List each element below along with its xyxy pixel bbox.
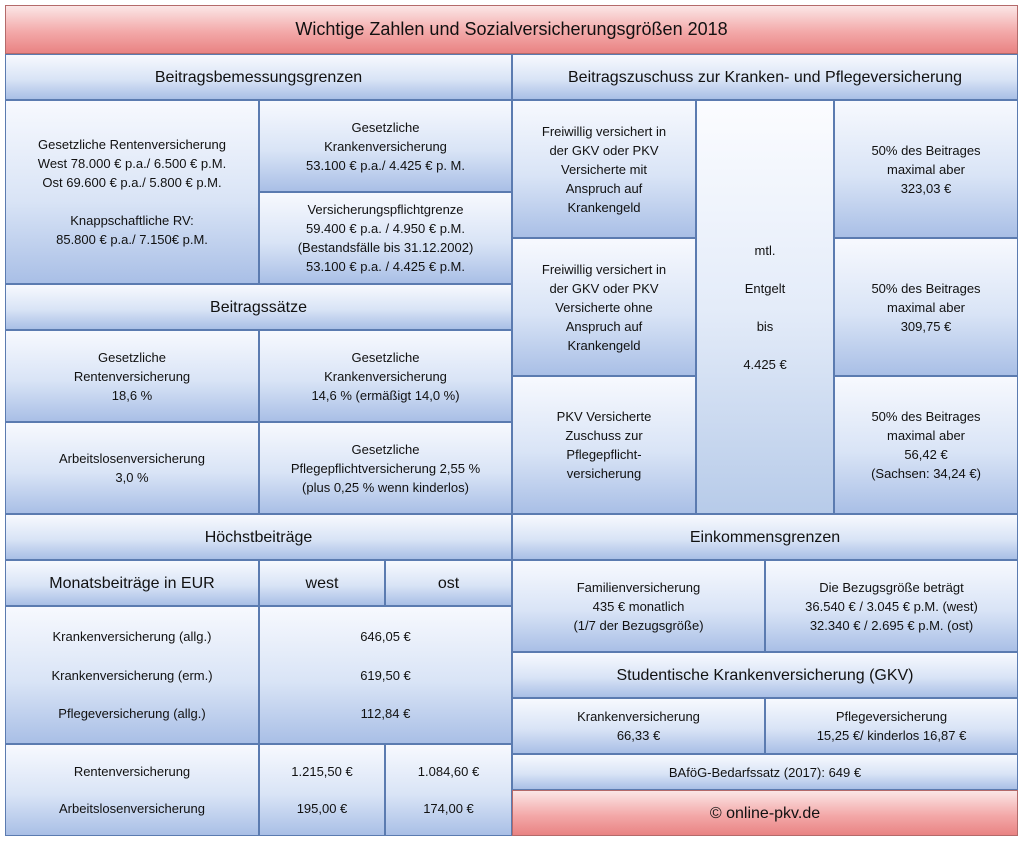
hoechst-col-west-text: west — [305, 574, 339, 592]
bbg-rv-cell — [5, 100, 259, 284]
zuschuss-text: 50% des Beitrages — [871, 142, 981, 158]
hoechst-split-ost — [385, 744, 512, 836]
hoechst-common-values — [259, 606, 512, 744]
zuschuss-text: (Sachsen: 34,24 €) — [871, 466, 981, 481]
zuschuss-heading-text: Beitragszuschuss zur Kranken- und Pflegeversicherung — [568, 68, 962, 86]
einkommen-familie — [512, 560, 765, 652]
saetze-pv-cell — [259, 422, 512, 514]
bbg-knapp-value: 85.800 € p.a./ 7.150€ p.M. — [56, 232, 208, 247]
zuschuss-right-1 — [834, 100, 1018, 238]
bbg-kv-line: Krankenversicherung — [324, 138, 447, 154]
title-text: Wichtige Zahlen und Sozialversicherungsgrößen 2018 — [295, 19, 728, 39]
hoechst-split-west — [259, 744, 385, 836]
table-cell-west: 1.215,50 € — [291, 764, 353, 780]
saetze-rv-line: Rentenversicherung — [73, 368, 191, 384]
zuschuss-middle-text: bis — [756, 318, 774, 334]
hoechst-col-label — [5, 560, 259, 606]
table-row-value: 619,50 € — [360, 667, 411, 683]
bbg-kv-cell — [259, 100, 512, 192]
table-cell-ost: 174,00 € — [423, 800, 474, 816]
zuschuss-text: Versicherte mit — [561, 161, 647, 177]
zuschuss-text: Freiwillig versichert in — [541, 123, 667, 139]
zuschuss-text: der GKV oder PKV — [549, 280, 659, 296]
copyright-text: © online-pkv.de — [709, 804, 821, 822]
bafoeg-row — [512, 754, 1018, 790]
student-value: 15,25 €/ kinderlos 16,87 € — [816, 728, 967, 743]
einkommen-text: 435 € monatlich — [592, 598, 685, 614]
saetze-rv-line: Gesetzliche — [98, 349, 166, 365]
page-title — [5, 5, 1018, 54]
saetze-rv-value: 18,6 % — [111, 387, 153, 403]
zuschuss-value: 323,03 € — [900, 180, 952, 196]
saetze-kv-line: Gesetzliche — [351, 349, 420, 365]
bbg-kv-line: Gesetzliche — [351, 119, 420, 135]
zuschuss-text: PKV Versicherte — [556, 409, 652, 424]
saetze-pv-line: Pflegepflichtversicherung 2,55 % — [290, 460, 481, 476]
bbg-vpg-cell — [259, 192, 512, 284]
einkommen-heading — [512, 514, 1018, 560]
zuschuss-heading — [512, 54, 1018, 100]
student-heading-text: Studentische Krankenversicherung (GKV) — [616, 666, 914, 684]
bbg-heading-text: Beitragsbemessungsgrenzen — [154, 68, 363, 86]
zuschuss-middle — [696, 100, 834, 514]
einkommen-text: 36.540 € / 3.045 € p.M. (west) — [805, 598, 978, 614]
table-row-label: Krankenversicherung (erm.) — [51, 667, 213, 683]
copyright-footer — [512, 790, 1018, 836]
table-cell-ost: 1.084,60 € — [417, 764, 480, 780]
zuschuss-text: maximal aber — [886, 161, 966, 177]
einkommen-text: (1/7 der Bezugsgröße) — [573, 617, 704, 633]
einkommen-text: Die Bezugsgröße beträgt — [819, 579, 964, 595]
hoechst-heading-text: Höchstbeiträge — [204, 528, 313, 546]
table-row-label: Rentenversicherung — [73, 764, 191, 780]
hoechst-heading — [5, 514, 512, 560]
student-text: Krankenversicherung — [577, 709, 700, 724]
zuschuss-left-3 — [512, 376, 696, 514]
einkommen-text: Familienversicherung — [576, 579, 701, 595]
einkommen-text: 32.340 € / 2.695 € p.M. (ost) — [809, 617, 974, 633]
zuschuss-value: 56,42 € — [904, 447, 948, 462]
zuschuss-middle-text: mtl. — [754, 242, 776, 258]
bbg-vpg-line: (Bestandsfälle bis 31.12.2002) — [297, 240, 474, 255]
hoechst-col-label-text: Monatsbeiträge in EUR — [49, 574, 215, 592]
table-row-label: Pflegeversicherung (allg.) — [58, 706, 206, 722]
saetze-pv-line: Gesetzliche — [351, 441, 420, 457]
zuschuss-right-2 — [834, 238, 1018, 376]
zuschuss-text: Pflegepflicht- — [566, 447, 642, 462]
bbg-rv-west: West 78.000 € p.a./ 6.500 € p.M. — [37, 156, 227, 171]
table-row-label: Arbeitslosenversicherung — [59, 800, 205, 816]
student-heading — [512, 652, 1018, 698]
zuschuss-text: Krankengeld — [567, 337, 641, 353]
zuschuss-left-2 — [512, 238, 696, 376]
saetze-kv-value: 14,6 % (ermäßigt 14,0 %) — [311, 387, 460, 403]
saetze-pv-line: (plus 0,25 % wenn kinderlos) — [302, 479, 469, 495]
hoechst-col-ost-text: ost — [437, 574, 460, 592]
hoechst-col-ost — [385, 560, 512, 606]
zuschuss-text: Zuschuss zur — [565, 428, 643, 443]
bbg-vpg-line: 59.400 € p.a. / 4.950 € p.M. — [305, 221, 465, 236]
zuschuss-text: 50% des Beitrages — [871, 409, 981, 424]
bbg-knapp-label: Knappschaftliche RV: — [70, 213, 194, 228]
saetze-kv-cell — [259, 330, 512, 422]
zuschuss-middle-text: Entgelt — [744, 280, 786, 296]
saetze-heading-text: Beitragssätze — [210, 298, 307, 316]
saetze-kv-line: Krankenversicherung — [324, 368, 447, 384]
zuschuss-text: der GKV oder PKV — [549, 142, 659, 158]
student-kv — [512, 698, 765, 754]
zuschuss-text: maximal aber — [886, 428, 966, 443]
table-row-value: 646,05 € — [360, 628, 411, 644]
table-row-label: Krankenversicherung (allg.) — [52, 628, 212, 644]
hoechst-common-labels — [5, 606, 259, 744]
zuschuss-left-1 — [512, 100, 696, 238]
saetze-alv-line: Arbeitslosenversicherung — [59, 451, 205, 466]
einkommen-heading-text: Einkommensgrenzen — [689, 528, 841, 546]
zuschuss-text: versicherung — [566, 466, 642, 481]
bbg-heading — [5, 54, 512, 100]
zuschuss-text: Versicherte ohne — [555, 299, 653, 315]
zuschuss-text: Anspruch auf — [565, 180, 643, 196]
bbg-vpg-line: Versicherungspflichtgrenze — [307, 202, 464, 217]
einkommen-bezug — [765, 560, 1018, 652]
student-pv — [765, 698, 1018, 754]
saetze-heading — [5, 284, 512, 330]
zuschuss-text: Freiwillig versichert in — [541, 261, 667, 277]
bbg-rv-line: Gesetzliche Rentenversicherung — [38, 137, 226, 152]
bbg-vpg-line: 53.100 € p.a. / 4.425 € p.M. — [305, 259, 465, 274]
bbg-rv-ost: Ost 69.600 € p.a./ 5.800 € p.M. — [42, 175, 222, 190]
zuschuss-text: maximal aber — [886, 299, 966, 315]
zuschuss-text: Krankengeld — [567, 199, 641, 215]
student-text: Pflegeversicherung — [835, 709, 948, 724]
zuschuss-right-3 — [834, 376, 1018, 514]
bbg-kv-value: 53.100 € p.a./ 4.425 € p. M. — [305, 157, 465, 173]
hoechst-split-labels — [5, 744, 259, 836]
saetze-rv-cell — [5, 330, 259, 422]
bafoeg-text: BAföG-Bedarfssatz (2017): 649 € — [668, 764, 862, 780]
saetze-alv-cell — [5, 422, 259, 514]
table-cell-west: 195,00 € — [296, 800, 348, 816]
zuschuss-text: Anspruch auf — [565, 318, 643, 334]
hoechst-col-west — [259, 560, 385, 606]
zuschuss-text: 50% des Beitrages — [871, 280, 981, 296]
student-value: 66,33 € — [616, 728, 661, 743]
zuschuss-value: 309,75 € — [900, 318, 952, 334]
table-row-value: 112,84 € — [360, 706, 411, 722]
zuschuss-middle-text: 4.425 € — [743, 356, 787, 372]
saetze-alv-value: 3,0 % — [115, 470, 149, 485]
